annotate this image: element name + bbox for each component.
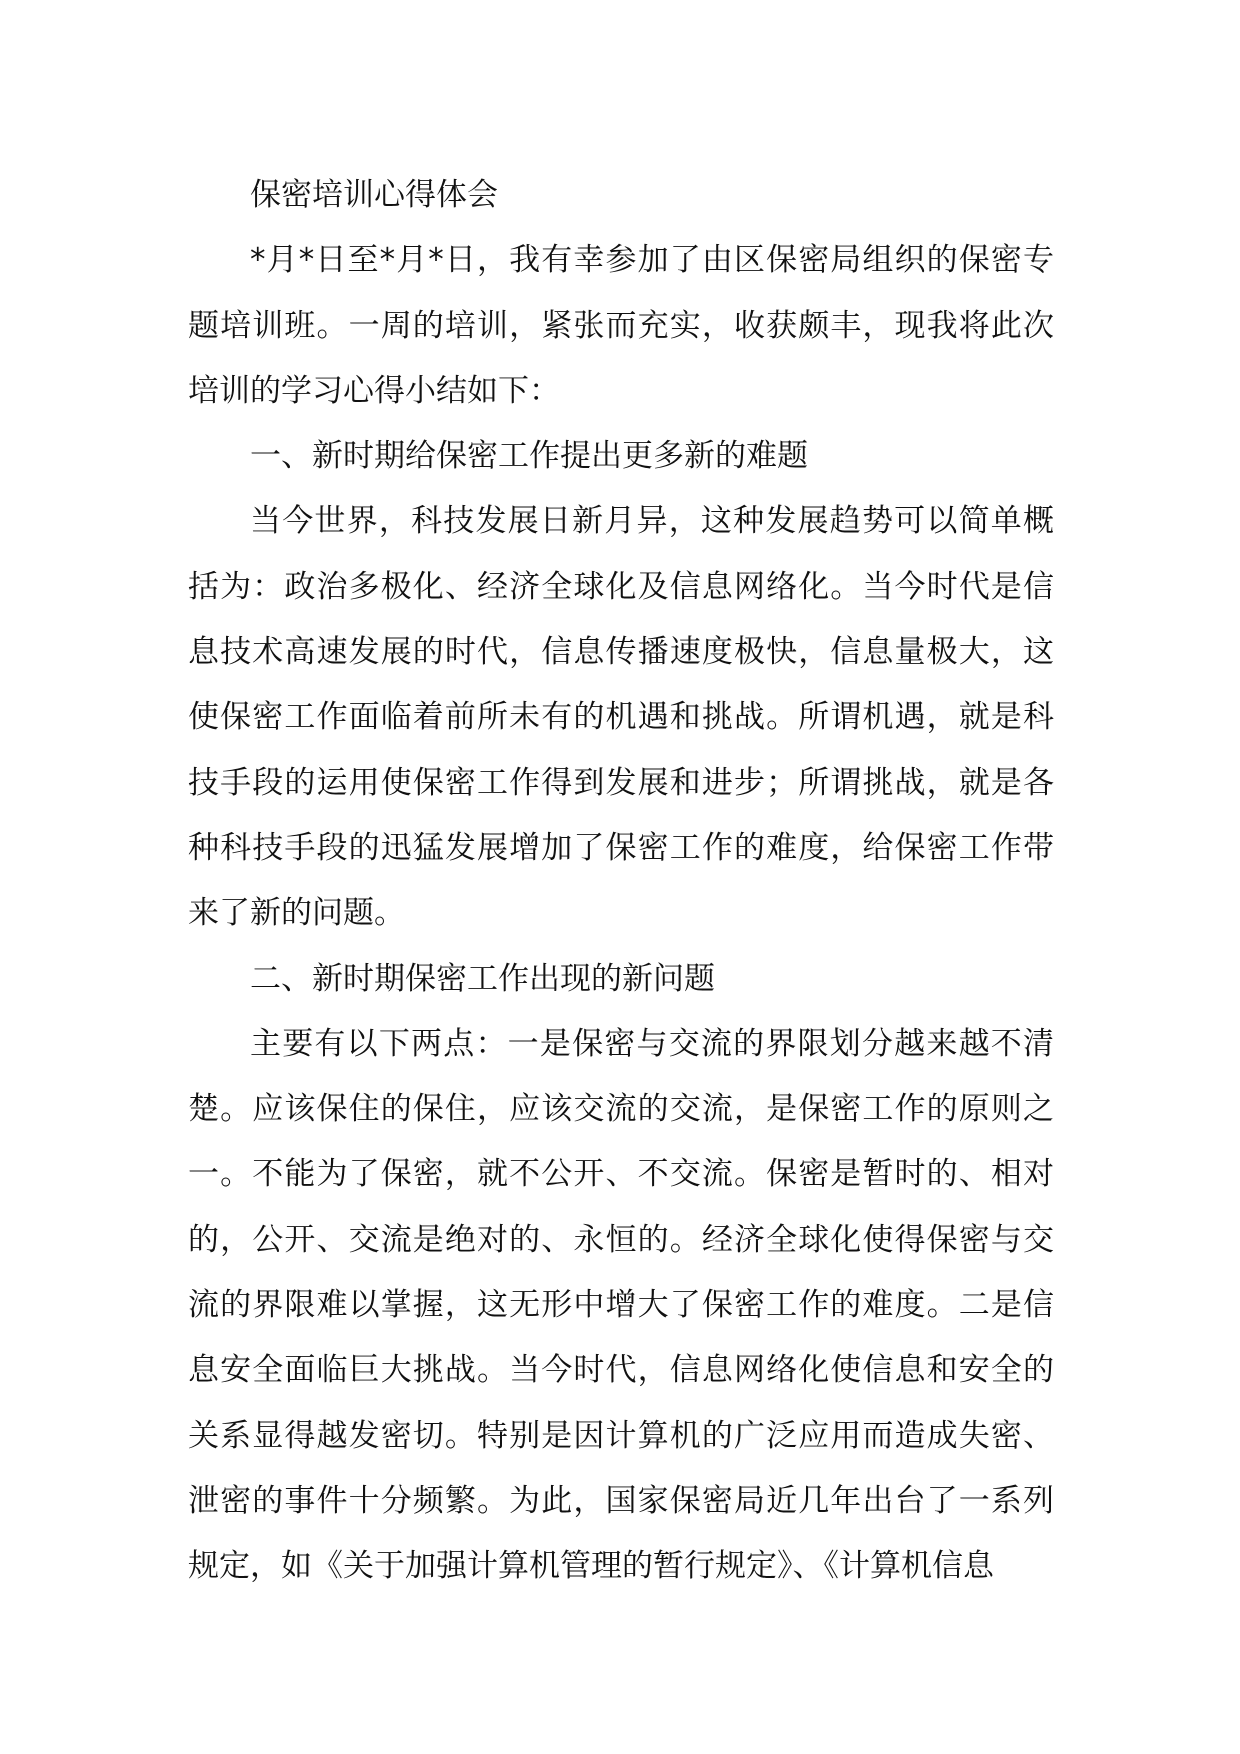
paragraph-section-1: 当今世界，科技发展日新月异，这种发展趋势可以简单概括为：政治多极化、经济全球化及信息网络化。当今时代是信息技术高速发展的时代，信息传播速度极快，信息量极大，这使保密工作面临着前所未有的机遇和挑战。所谓机遇，就是科技手段的运用使保密工作得到发展和进步；所谓挑战，就是各种科技手段的迅猛发展增加了保密工作的难度，给保密工作带来了新的问题。 xyxy=(188,503,1054,932)
paragraph-section-2: 主要有以下两点：一是保密与交流的界限划分越来越不清楚。应该保住的保住，应该交流的交流，是保密工作的原则之一。不能为了保密，就不公开、不交流。保密是暂时的、相对的，公开、交流是绝对的、永恒的。经济全球化使得保密与交流的界限难以掌握，这无形中增大了保密工作的难度。二是信息安全面临巨大挑战。当今时代，信息网络化使信息和安全的关系显得越发密切。特别是因计算机的广泛应用而造成失密、泄密的事件十分频繁。为此，国家保密局近几年出台了一系列规定，如《关于加强计算机管理的暂行规定》、《计算机信息 xyxy=(188,1025,1054,1585)
document-body xyxy=(188,163,1054,1600)
document-title: 保密培训心得体会 xyxy=(250,177,498,213)
section-heading-2: 二、新时期保密工作出现的新问题 xyxy=(250,960,715,997)
section-heading-1: 一、新时期给保密工作提出更多新的难题 xyxy=(250,438,808,475)
paragraph-intro: *月*日至*月*日，我有幸参加了由区保密局组织的保密专题培训班。一周的培训，紧张而充实，收获颇丰，现我将此次培训的学习心得小结如下： xyxy=(188,242,1054,409)
